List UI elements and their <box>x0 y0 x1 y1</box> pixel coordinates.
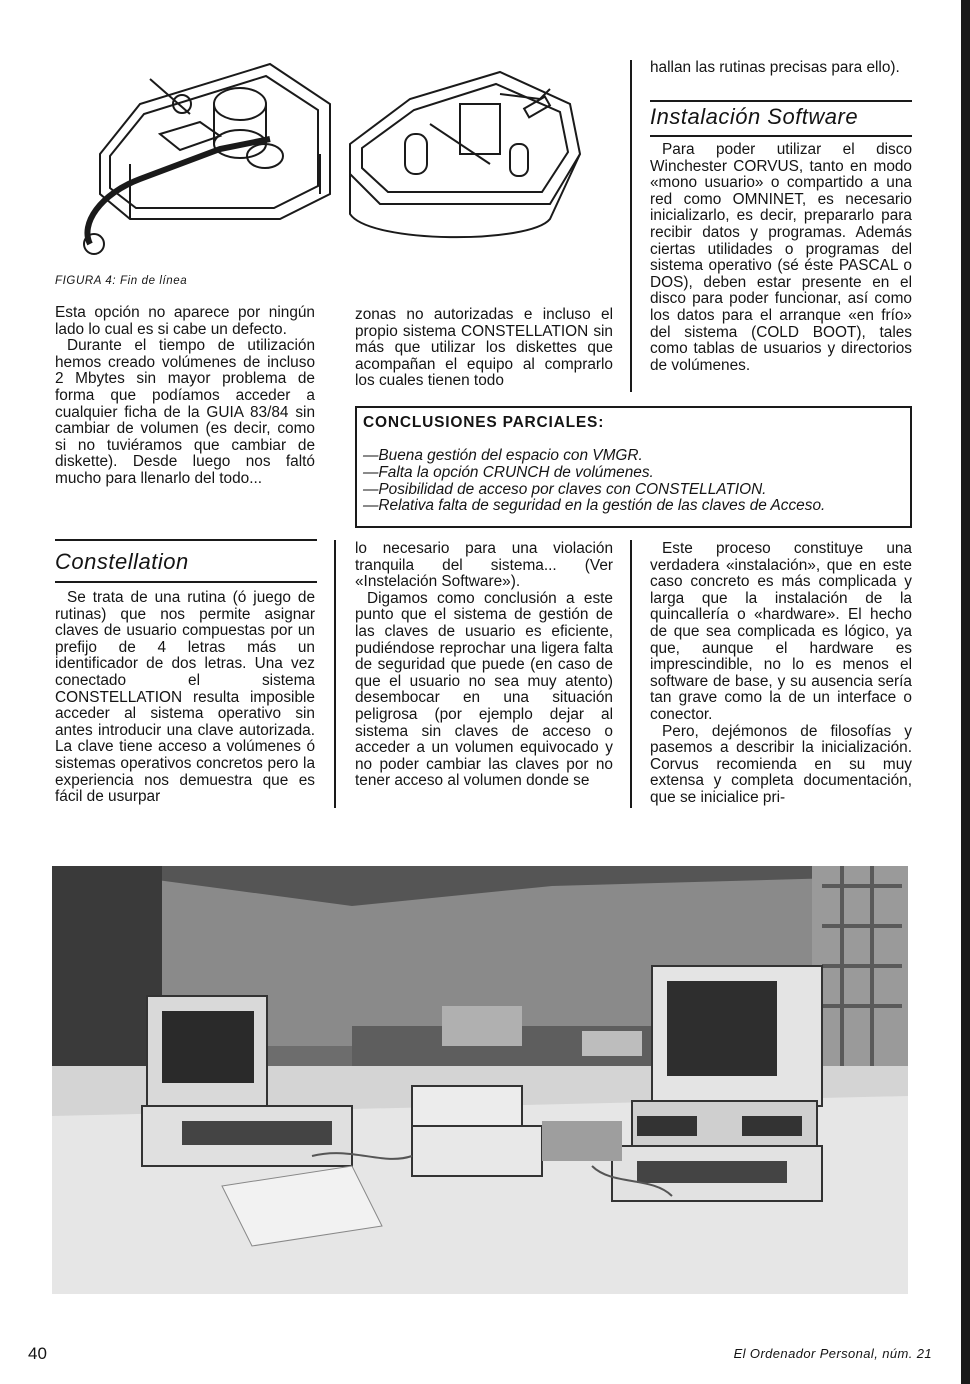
section-heading-constellation: Constellation <box>55 549 189 574</box>
column-divider <box>630 60 632 392</box>
conclusion-item: —Relativa falta de seguridad en la gestión de las claves de Acceso. <box>363 497 826 515</box>
connector-closed-drawing <box>350 72 580 237</box>
paragraph: Durante el tiempo de utilización hemos creado volúmenes de incluso 2 Mbytes sin mayor problema de forma que podíamos acceder a cualquier ficha de la GUIA 83/84 sin cambiar de volumen (es decir, como si no tuviéramos que cambiar de diskette). Desde luego nos faltó mucho para llenarlo del todo... <box>55 337 315 487</box>
figure-4-drawing <box>70 44 610 264</box>
paragraph: Esta opción no aparece por ningún lado lo cual es si cabe un defecto. <box>55 304 315 338</box>
paragraph: Pero, dejémonos de filosofías y pasemos a describir la inicialización. Corvus recomienda en su muy extensa y completa documentación, que se inicialice pri- <box>650 722 912 806</box>
column-1-top <box>55 305 315 488</box>
conclusion-item: —Posibilidad de acceso por claves con CONSTELLATION. <box>363 480 767 498</box>
heading-rule-bottom <box>650 135 912 137</box>
publication-footer: El Ordenador Personal, núm. 21 <box>733 1346 932 1361</box>
column-2-bottom <box>355 541 613 790</box>
heading-rule-top <box>650 100 912 102</box>
paragraph: Para poder utilizar el disco Winchester CORVUS, tanto en modo «mono usuario» o compartido a una red como OMNINET, es necesario inicializarlo, es decir, prepararlo para recibir datos y programas. Además ciertas utilidades o programas del sistema operativo (sé éste PASCAL o DOS), deben estar presente en el disco para poder funcionar, así como los datos para el arranque «en frío» del sistema (COLD BOOT), tales como tablas de usuarios y directorios de volúmenes. <box>650 141 912 374</box>
paragraph: zonas no autorizadas e incluso el propio sistema CONSTELLATION sin más que utilizar los diskettes que acompañan el equipo al comprarlo los cuales tienen todo <box>355 306 613 390</box>
paragraph: lo necesario para una violación tranquila del sistema... (Ver «Instelación Software»). <box>355 540 613 591</box>
heading-rule-bottom <box>55 581 317 583</box>
column-1-bottom <box>55 590 315 806</box>
column-3-body <box>650 142 912 374</box>
page-edge-bar <box>961 0 970 1384</box>
conclusion-item: —Falta la opción CRUNCH de volúmenes. <box>363 463 654 481</box>
figure-caption: FIGURA 4: Fin de línea <box>55 275 188 287</box>
paragraph: Este proceso constituye una verdadera «instalación», que en este caso concreto es más complicada y larga que la instalación de la quincallería o «hardware». El hecho de que sea complicada es lógico, ya que, aunque el hardware es imprescindible, no lo es menos el software de base, y su ausencia sería tan grave como la de un interface o conector. <box>650 540 912 723</box>
column-divider <box>630 540 632 808</box>
section-heading-instalacion: Instalación Software <box>650 104 859 129</box>
heading-rule-top <box>55 539 317 541</box>
conclusions-title: CONCLUSIONES PARCIALES: <box>363 414 605 431</box>
page-number: 40 <box>28 1344 47 1363</box>
column-divider <box>334 540 336 808</box>
conclusions-box <box>355 406 912 528</box>
column-3-bottom <box>650 541 912 807</box>
column-3-lead <box>650 60 912 77</box>
photo-illustration <box>52 866 908 1294</box>
conclusion-item: —Buena gestión del espacio con VMGR. <box>363 447 643 464</box>
connector-open-drawing <box>84 64 330 254</box>
computer-equipment-photo <box>52 866 908 1294</box>
paragraph: Digamos como conclusión a este punto que el sistema de gestión de las claves de usuario es eficiente, pudiéndose reprochar una ligera falta de seguridad que puede (en caso de que el usuario no sea muy atento) desembocar en una situación peligrosa (por ejemplo dejar al sistema sin claves de acceso o acceder a un volumen equivocado y no poder cambiar las claves por no tener acceso al volumen donde se <box>355 589 613 790</box>
paragraph: Se trata de una rutina (ó juego de rutinas) que nos permite asignar claves de usuario compuestas por un prefijo de 4 letras más un identificador de dos letras. Una vez conectado el sistema CONSTELLATION resulta imposible acceder al sistema operativo sin antes introducir una clave autorizada. La clave tiene acceso a volúmenes ó sistemas operativos concretos pero la experiencia nos demuestra que es fácil de usurpar <box>55 589 315 806</box>
paragraph: hallan las rutinas precisas para ello). <box>650 59 900 76</box>
column-2-top <box>355 307 613 390</box>
